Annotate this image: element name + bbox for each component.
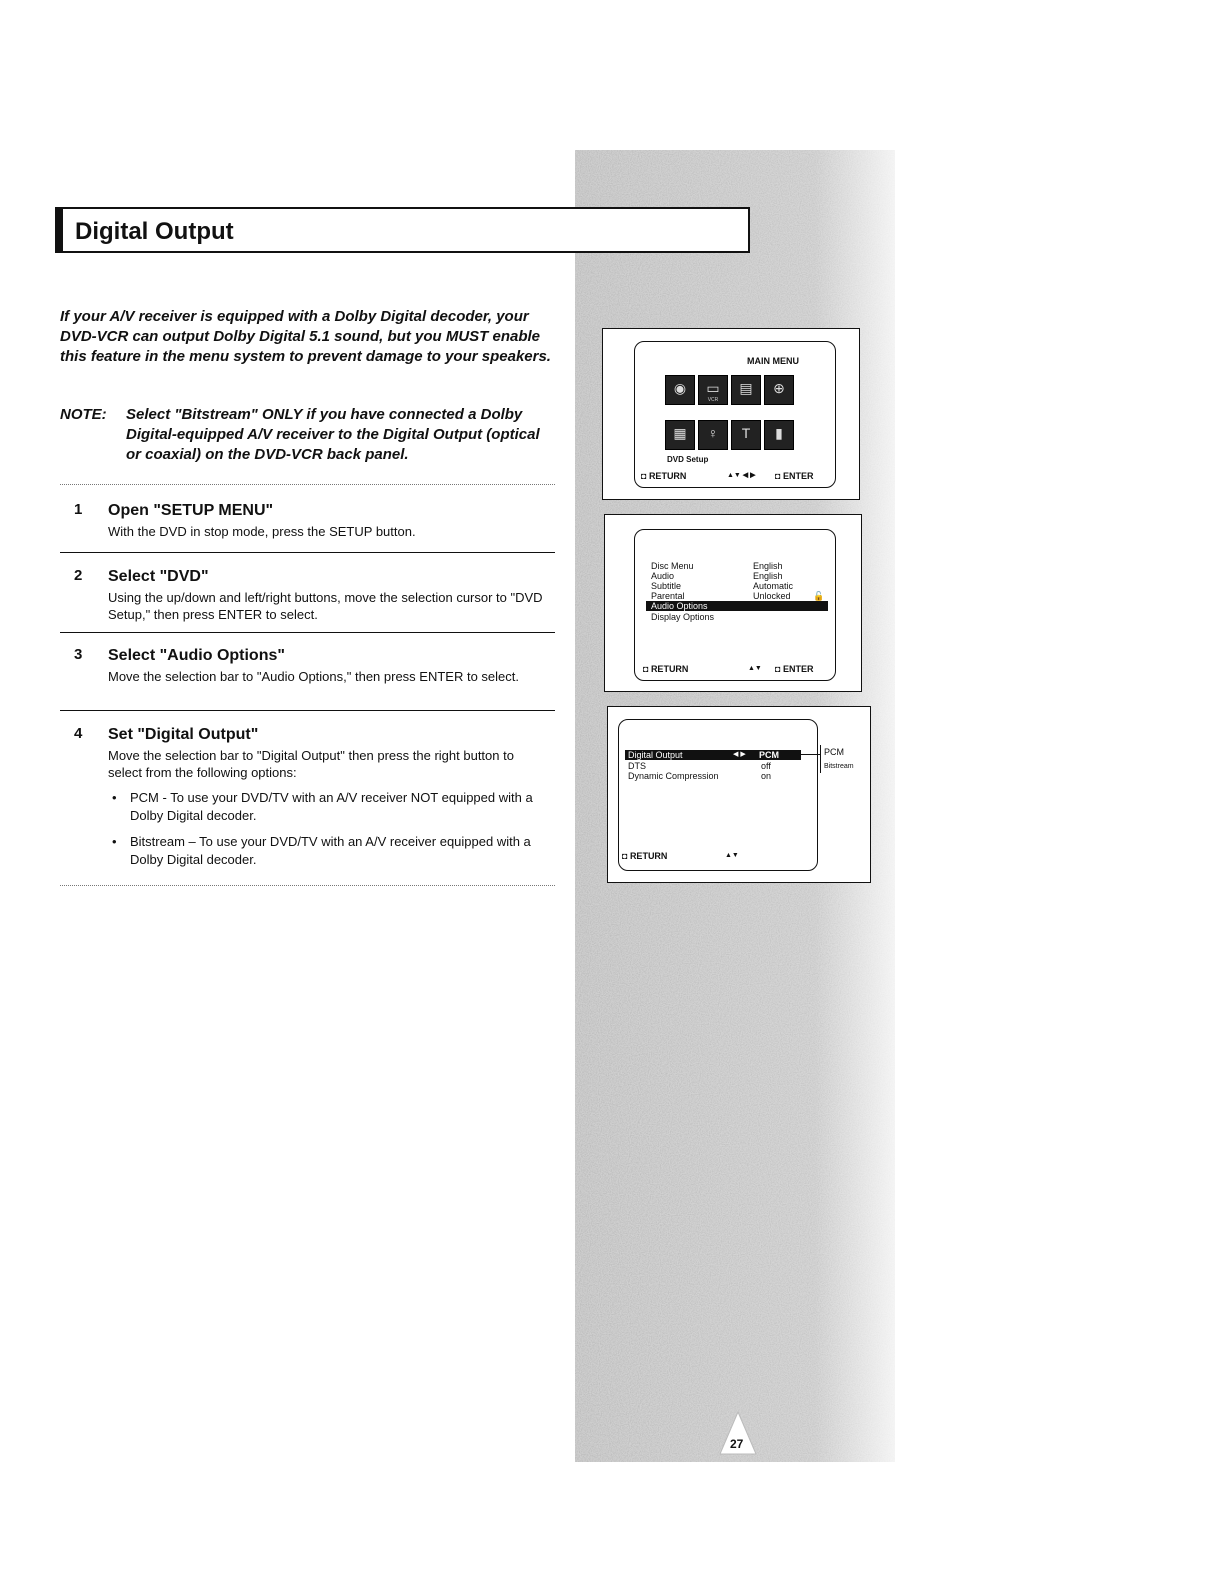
step-body: Using the up/down and left/right buttons, move the selection cursor to "DVD Setup," then press ENTER to select. [108, 590, 543, 622]
dts-value: off [761, 761, 771, 771]
enter-icon: ◘ [775, 664, 783, 674]
step-2 [60, 567, 560, 623]
section-divider [60, 484, 555, 485]
dynamic-compression-value: on [761, 771, 772, 781]
note-text: Select "Bitstream" ONLY if you have connected a Dolby Digital-equipped A/V receiver to the Digital Output (optical or coaxial) on the DVD-VCR back panel. [126, 406, 540, 463]
return-label: RETURN [629, 851, 668, 861]
audio-value: English [753, 571, 783, 581]
return-icon: ◘ [622, 851, 630, 861]
title-accent-bar [57, 209, 63, 251]
parental-value: Unlocked [753, 591, 791, 601]
step-number: 3 [74, 646, 83, 663]
bullet-text: PCM - To use your DVD/TV with an A/V receiver NOT equipped with a Dolby Digital decoder. [130, 790, 533, 823]
return-hint [622, 851, 667, 861]
options-icon[interactable]: ▤ [731, 375, 761, 405]
enter-icon: ◘ [775, 471, 783, 481]
main-menu-panel [602, 328, 860, 500]
vcr-icon[interactable]: ▭ VCR [698, 375, 728, 405]
step-heading: Set "Digital Output" [108, 726, 259, 743]
step-heading: Open "SETUP MENU" [108, 502, 274, 519]
parental-label[interactable]: Parental [651, 591, 685, 601]
exit-icon[interactable]: ▮ [764, 420, 794, 450]
step-number: 1 [74, 501, 83, 518]
audio-label[interactable]: Audio [651, 571, 675, 581]
subtitle-value: Automatic [753, 581, 794, 591]
step-divider [60, 632, 555, 633]
option-bitstream: Bitstream [824, 763, 854, 770]
bullet-text: Bitstream – To use your DVD/TV with an A/V receiver equipped with a Dolby Digital decoder. [130, 834, 531, 867]
bullet-dot: • [112, 834, 117, 849]
return-icon: ◘ [643, 664, 651, 674]
step-divider [60, 552, 555, 553]
digital-output-value: PCM [759, 750, 779, 760]
enter-hint [775, 471, 813, 481]
return-hint [641, 471, 686, 481]
page-number: 27 [730, 1437, 744, 1451]
language-icon[interactable]: ⊕ [764, 375, 794, 405]
note-block [60, 405, 555, 465]
step-divider [60, 710, 555, 711]
navigation-arrows: ▲▼ ◀ ▶ [727, 472, 756, 479]
left-right-arrows-icon: ◀ ▶ [733, 751, 746, 758]
step-number: 4 [74, 725, 83, 742]
step-1 [60, 501, 560, 540]
audio-options-panel [607, 706, 871, 883]
step-number: 2 [74, 567, 83, 584]
enter-label: ENTER [782, 664, 814, 674]
main-menu-screen [634, 341, 836, 488]
step-body: Move the selection bar to "Audio Options," then press ENTER to select. [108, 669, 519, 684]
option-bullet-pcm [108, 789, 550, 825]
step-4 [60, 725, 560, 869]
lock-icon: 🔓 [813, 591, 825, 601]
option-pcm: PCM [824, 747, 844, 757]
note-label: NOTE: [60, 406, 107, 423]
main-menu-heading: MAIN MENU [747, 356, 799, 366]
dvd-setup-screen [634, 529, 836, 681]
display-options-label[interactable]: Display Options [651, 612, 715, 622]
return-icon: ◘ [641, 471, 649, 481]
audio-options-item-selected[interactable]: Audio Options [646, 601, 828, 611]
return-label: RETURN [650, 664, 689, 674]
return-hint [643, 664, 688, 674]
digital-output-label: Digital Output [628, 750, 683, 760]
step-3 [60, 646, 560, 685]
audio-options-screen [618, 719, 818, 871]
title-box [55, 207, 750, 253]
dynamic-compression-label[interactable]: Dynamic Compression [628, 771, 719, 781]
digital-output-row-selected[interactable] [625, 750, 801, 760]
dvd-disc-icon[interactable]: ◉ [665, 375, 695, 405]
subtitle-label[interactable]: Subtitle [651, 581, 682, 591]
program-icon[interactable]: ▦ [665, 420, 695, 450]
disc-menu-value: English [753, 561, 783, 571]
section-divider [60, 885, 555, 886]
step-heading: Select "Audio Options" [108, 647, 285, 664]
dvd-setup-panel [604, 514, 862, 692]
bullet-dot: • [112, 790, 117, 805]
navigation-arrows: ▲▼ [748, 665, 762, 672]
step-body: With the DVD in stop mode, press the SETUP button. [108, 524, 416, 539]
dts-label[interactable]: DTS [628, 761, 646, 771]
step-heading: Select "DVD" [108, 568, 209, 585]
channel-icon[interactable]: T [731, 420, 761, 450]
intro-paragraph: If your A/V receiver is equipped with a Dolby Digital decoder, your DVD-VCR can output Dolby Digital 5.1 sound, but you MUST enable this feature in the menu system to prevent damage to your speakers. [60, 308, 551, 365]
option-bracket-line [820, 745, 821, 773]
selected-item-label: DVD Setup [667, 455, 709, 464]
step-body: Move the selection bar to "Digital Output" then press the right button to select from the following options: [108, 748, 514, 780]
enter-label: ENTER [782, 471, 814, 481]
page-title: Digital Output [75, 218, 234, 245]
disc-menu-label[interactable]: Disc Menu [651, 561, 694, 571]
enter-hint [775, 664, 813, 674]
clock-icon[interactable]: ♀ [698, 420, 728, 450]
option-connector-line [800, 754, 820, 755]
option-bullet-bitstream [108, 833, 550, 869]
navigation-arrows: ▲▼ [725, 852, 739, 859]
return-label: RETURN [648, 471, 687, 481]
